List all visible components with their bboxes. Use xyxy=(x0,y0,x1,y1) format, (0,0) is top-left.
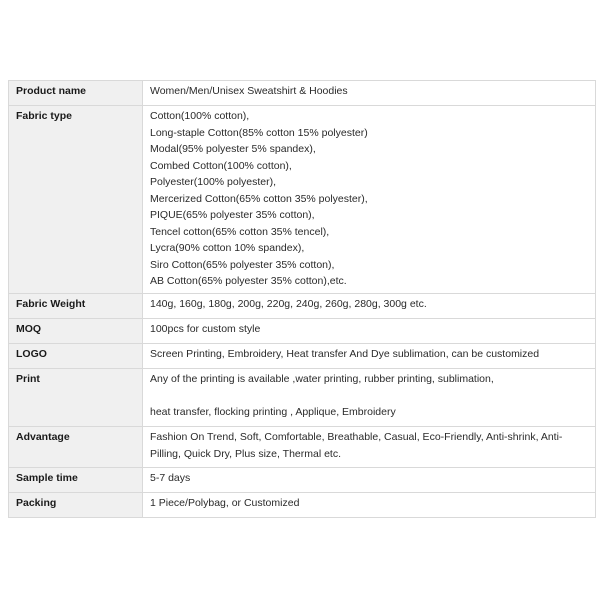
spec-row-product-name xyxy=(9,81,596,106)
print-line: heat transfer, flocking printing , Applique, Embroidery xyxy=(150,405,396,418)
spec-row-packing xyxy=(9,493,596,518)
spec-value: 5-7 days xyxy=(143,468,596,493)
spec-value: 1 Piece/Polybag, or Customized xyxy=(143,493,596,518)
spec-row-fabric-type xyxy=(9,106,596,294)
spec-row-fabric-weight xyxy=(9,294,596,319)
spec-label: Sample time xyxy=(9,468,143,493)
fabric-type-line: Combed Cotton(100% cotton), xyxy=(150,159,292,172)
print-line: Any of the printing is available ,water printing, rubber printing, sublimation, xyxy=(150,373,494,385)
print-line-gap xyxy=(150,388,589,404)
spec-label: LOGO xyxy=(9,344,143,369)
fabric-type-line: Siro Cotton(65% polyester 35% cotton), xyxy=(150,258,335,271)
fabric-type-line: PIQUE(65% polyester 35% cotton), xyxy=(150,209,315,221)
fabric-type-line: Mercerized Cotton(65% cotton 35% polyester), xyxy=(150,192,368,205)
spec-label: Print xyxy=(9,369,143,427)
product-spec-table xyxy=(8,80,596,518)
fabric-type-line: Lycra(90% cotton 10% spandex), xyxy=(150,242,305,254)
spec-row-sample-time xyxy=(9,468,596,493)
spec-label: Fabric type xyxy=(9,106,143,294)
spec-value: Women/Men/Unisex Sweatshirt & Hoodies xyxy=(143,81,596,106)
spec-row-logo xyxy=(9,344,596,369)
spec-value: 140g, 160g, 180g, 200g, 220g, 240g, 260g, 280g, 300g etc. xyxy=(143,294,596,319)
spec-value: Screen Printing, Embroidery, Heat transfer And Dye sublimation, can be customized xyxy=(143,344,596,369)
spec-value xyxy=(143,427,596,468)
fabric-type-line: Cotton(100% cotton), xyxy=(150,110,250,122)
spec-value-multiline xyxy=(143,369,596,427)
spec-label: Product name xyxy=(9,81,143,106)
fabric-type-line: Long-staple Cotton(85% cotton 15% polyester) xyxy=(150,126,368,139)
advantage-text: Fashion On Trend, Soft, Comfortable, Breathable, Casual, Eco-Friendly, Anti-shrink, Anti-Pilling, Quick Dry, Plus size, Thermal etc. xyxy=(150,431,563,460)
spec-label: Advantage xyxy=(9,427,143,468)
spec-row-advantage xyxy=(9,427,596,468)
spec-value: 100pcs for custom style xyxy=(143,319,596,344)
spec-label: Fabric Weight xyxy=(9,294,143,319)
spec-value-list xyxy=(143,106,596,294)
spec-row-moq xyxy=(9,319,596,344)
fabric-type-line: Polyester(100% polyester), xyxy=(150,176,277,188)
fabric-type-line: AB Cotton(65% polyester 35% cotton),etc. xyxy=(150,275,347,287)
fabric-type-line: Modal(95% polyester 5% spandex), xyxy=(150,143,316,155)
fabric-type-line: Tencel cotton(65% cotton 35% tencel), xyxy=(150,225,330,238)
spec-row-print xyxy=(9,369,596,427)
spec-label: MOQ xyxy=(9,319,143,344)
spec-label: Packing xyxy=(9,493,143,518)
